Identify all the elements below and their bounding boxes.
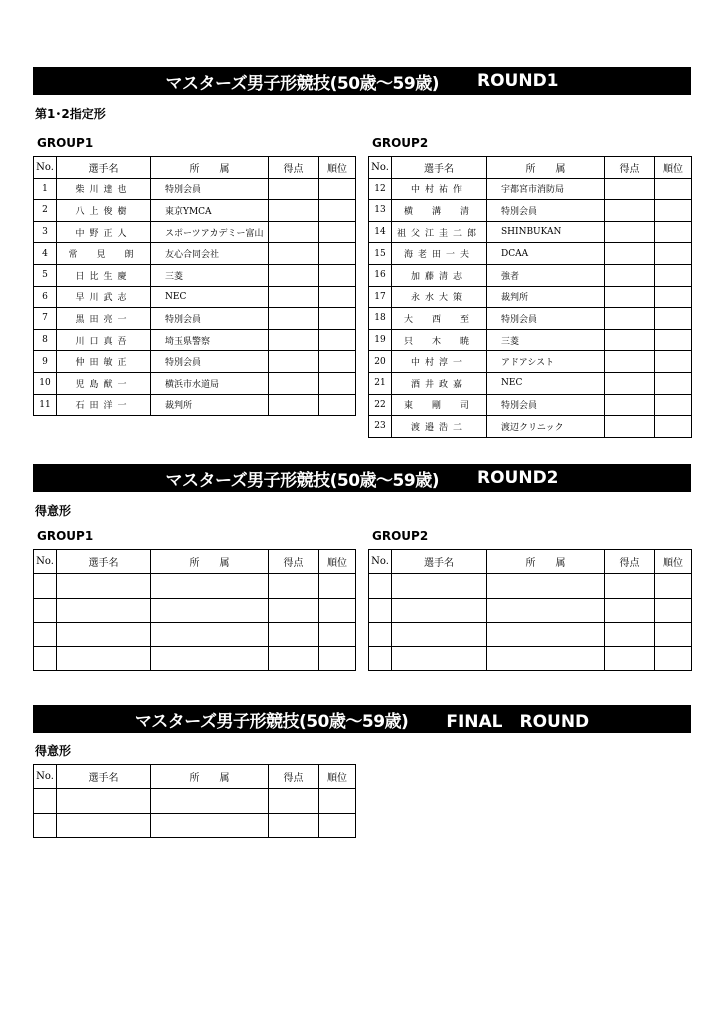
competitor-name: 祖父江圭二郎 [392, 221, 487, 243]
final-table [33, 764, 356, 838]
score-cell[interactable] [605, 394, 655, 416]
competitor-name: 柴川達也 [57, 178, 151, 200]
affiliation: NEC [487, 372, 605, 394]
rank-cell[interactable] [655, 243, 692, 265]
table-row [34, 647, 356, 671]
entry-number: 9 [34, 351, 57, 373]
competitor-name: 加藤清志 [392, 264, 487, 286]
blank-cell[interactable] [151, 647, 269, 671]
entry-number: 22 [369, 394, 392, 416]
score-cell[interactable] [605, 308, 655, 330]
table-row [34, 574, 356, 598]
affiliation: 埼玉県警察 [151, 329, 269, 351]
affiliation: 渡辺クリニック [487, 416, 605, 438]
blank-cell[interactable] [487, 647, 605, 671]
score-cell[interactable] [605, 243, 655, 265]
blank-cell[interactable] [392, 622, 487, 646]
blank-cell[interactable] [151, 789, 269, 813]
entry-number: 16 [369, 264, 392, 286]
entry-number: 4 [34, 243, 57, 265]
header-name: 選手名 [392, 550, 487, 574]
competitor-name: 仲田敏正 [57, 351, 151, 373]
blank-cell[interactable] [655, 598, 692, 622]
score-cell[interactable] [605, 286, 655, 308]
round1-group2-table [368, 156, 692, 438]
blank-cell[interactable] [34, 574, 57, 598]
rank-cell[interactable] [319, 286, 356, 308]
entry-number: 11 [34, 394, 57, 416]
entry-number: 3 [34, 221, 57, 243]
table-row [369, 329, 692, 351]
entry-number: 20 [369, 351, 392, 373]
header-affiliation: 所 属 [151, 765, 269, 789]
rank-cell[interactable] [655, 329, 692, 351]
score-cell[interactable] [269, 329, 319, 351]
competitor-name: 海老田一夫 [392, 243, 487, 265]
rank-cell[interactable] [319, 200, 356, 222]
header-no: No. [34, 550, 57, 574]
blank-cell[interactable] [57, 622, 151, 646]
round2-group1-table [33, 549, 356, 671]
entry-number: 10 [34, 372, 57, 394]
table-row [34, 622, 356, 646]
blank-cell[interactable] [605, 622, 655, 646]
table-row [34, 329, 356, 351]
table-row [34, 813, 356, 837]
affiliation: SHINBUKAN [487, 221, 605, 243]
table-row [369, 622, 692, 646]
round2-group2-label: GROUP2 [372, 529, 429, 543]
affiliation: DCAA [487, 243, 605, 265]
blank-cell[interactable] [487, 622, 605, 646]
score-cell[interactable] [605, 264, 655, 286]
table-row [34, 200, 356, 222]
blank-cell[interactable] [151, 622, 269, 646]
affiliation: 宇都宮市消防局 [487, 178, 605, 200]
rank-cell[interactable] [319, 329, 356, 351]
table-row [34, 286, 356, 308]
table-row [369, 647, 692, 671]
header-no: No. [34, 157, 57, 179]
competitor-name: 永水大策 [392, 286, 487, 308]
score-cell[interactable] [269, 178, 319, 200]
header-score: 得点 [269, 550, 319, 574]
entry-number: 19 [369, 329, 392, 351]
table-row [34, 372, 356, 394]
score-cell[interactable] [605, 221, 655, 243]
competitor-name: 常 見 朗 [57, 243, 151, 265]
blank-cell[interactable] [269, 647, 319, 671]
affiliation: 三菱 [487, 329, 605, 351]
rank-cell[interactable] [319, 221, 356, 243]
header-affiliation: 所 属 [487, 157, 605, 179]
score-cell[interactable] [269, 221, 319, 243]
affiliation: 三菱 [151, 264, 269, 286]
blank-cell[interactable] [57, 574, 151, 598]
round1-title: マスターズ男子形競技(50歳～59歳) [165, 73, 439, 94]
affiliation: スポーツアカデミー富山 [151, 221, 269, 243]
competitor-name: 日比生慶 [57, 264, 151, 286]
round2-group2-table [368, 549, 692, 671]
round1-group2-label: GROUP2 [372, 136, 429, 150]
affiliation: 裁判所 [151, 394, 269, 416]
competitor-name: 只 木 暁 [392, 329, 487, 351]
score-cell[interactable] [605, 178, 655, 200]
header-affiliation: 所 属 [487, 550, 605, 574]
table-row [34, 264, 356, 286]
score-cell[interactable] [269, 264, 319, 286]
header-no: No. [34, 765, 57, 789]
blank-cell[interactable] [269, 789, 319, 813]
round1-label: ROUND1 [477, 71, 559, 91]
final-title: マスターズ男子形競技(50歳～59歳) [134, 711, 409, 732]
header-rank: 順位 [319, 765, 356, 789]
score-cell[interactable] [269, 372, 319, 394]
competitor-name: 中野正人 [57, 221, 151, 243]
table-row [369, 416, 692, 438]
rank-cell[interactable] [319, 243, 356, 265]
table-row [369, 264, 692, 286]
rank-cell[interactable] [319, 308, 356, 330]
table-row [369, 372, 692, 394]
table-row [34, 394, 356, 416]
competitor-name: 早川武志 [57, 286, 151, 308]
blank-cell[interactable] [57, 789, 151, 813]
blank-cell[interactable] [34, 647, 57, 671]
affiliation: 特別会員 [151, 351, 269, 373]
round1-subtitle: 第1･2指定形 [35, 107, 106, 121]
blank-cell[interactable] [369, 574, 392, 598]
entry-number: 17 [369, 286, 392, 308]
affiliation: NEC [151, 286, 269, 308]
header-affiliation: 所 属 [151, 550, 269, 574]
blank-cell[interactable] [34, 789, 57, 813]
affiliation: 強者 [487, 264, 605, 286]
table-row [34, 178, 356, 200]
blank-cell[interactable] [319, 813, 356, 837]
blank-cell[interactable] [319, 647, 356, 671]
entry-number: 13 [369, 200, 392, 222]
competitor-name: 中村祐作 [392, 178, 487, 200]
rank-cell[interactable] [655, 308, 692, 330]
header-no: No. [369, 550, 392, 574]
entry-number: 8 [34, 329, 57, 351]
blank-cell[interactable] [269, 574, 319, 598]
blank-cell[interactable] [57, 598, 151, 622]
blank-cell[interactable] [269, 622, 319, 646]
entry-number: 14 [369, 221, 392, 243]
competitor-name: 八上俊樹 [57, 200, 151, 222]
competitor-name: 石田洋一 [57, 394, 151, 416]
competitor-name: 大 西 至 [392, 308, 487, 330]
blank-cell[interactable] [392, 647, 487, 671]
table-row [34, 351, 356, 373]
rank-cell[interactable] [655, 416, 692, 438]
entry-number: 21 [369, 372, 392, 394]
blank-cell[interactable] [34, 813, 57, 837]
round2-banner [33, 464, 691, 492]
blank-cell[interactable] [57, 813, 151, 837]
blank-cell[interactable] [269, 813, 319, 837]
rank-cell[interactable] [655, 372, 692, 394]
header-score: 得点 [605, 157, 655, 179]
competitor-name: 渡邉浩二 [392, 416, 487, 438]
round2-group1-label: GROUP1 [37, 529, 94, 543]
rank-cell[interactable] [319, 264, 356, 286]
entry-number: 2 [34, 200, 57, 222]
affiliation: アドアシスト [487, 351, 605, 373]
blank-cell[interactable] [369, 647, 392, 671]
affiliation: 特別会員 [151, 178, 269, 200]
score-cell[interactable] [605, 329, 655, 351]
affiliation: 東京YMCA [151, 200, 269, 222]
blank-cell[interactable] [392, 598, 487, 622]
header-rank: 順位 [319, 550, 356, 574]
table-row [369, 308, 692, 330]
affiliation: 特別会員 [487, 200, 605, 222]
blank-cell[interactable] [34, 622, 57, 646]
header-rank: 順位 [319, 157, 356, 179]
competitor-name: 中村淳一 [392, 351, 487, 373]
competitor-name: 横 溝 清 [392, 200, 487, 222]
round2-label: ROUND2 [477, 468, 559, 488]
competitor-name: 児島猷一 [57, 372, 151, 394]
table-row [369, 574, 692, 598]
blank-cell[interactable] [319, 789, 356, 813]
rank-cell[interactable] [319, 351, 356, 373]
table-row [34, 221, 356, 243]
final-subtitle: 得意形 [35, 744, 72, 758]
rank-cell[interactable] [655, 394, 692, 416]
affiliation: 特別会員 [151, 308, 269, 330]
header-no: No. [369, 157, 392, 179]
entry-number: 7 [34, 308, 57, 330]
header-affiliation: 所 属 [151, 157, 269, 179]
rank-cell[interactable] [655, 264, 692, 286]
rank-cell[interactable] [655, 351, 692, 373]
table-row [369, 221, 692, 243]
blank-cell[interactable] [369, 622, 392, 646]
entry-number: 1 [34, 178, 57, 200]
blank-cell[interactable] [369, 598, 392, 622]
table-row [369, 598, 692, 622]
final-label: FINAL ROUND [446, 711, 590, 732]
table-row [369, 243, 692, 265]
rank-cell[interactable] [319, 394, 356, 416]
blank-cell[interactable] [151, 813, 269, 837]
affiliation: 裁判所 [487, 286, 605, 308]
table-row [34, 243, 356, 265]
blank-cell[interactable] [269, 598, 319, 622]
header-rank: 順位 [655, 550, 692, 574]
score-cell[interactable] [605, 351, 655, 373]
score-cell[interactable] [269, 351, 319, 373]
competitor-name: 東 剛 司 [392, 394, 487, 416]
final-banner [33, 705, 691, 733]
header-name: 選手名 [57, 157, 151, 179]
header-score: 得点 [269, 157, 319, 179]
blank-cell[interactable] [34, 598, 57, 622]
round2-subtitle: 得意形 [35, 504, 72, 518]
score-cell[interactable] [269, 394, 319, 416]
blank-cell[interactable] [319, 622, 356, 646]
header-name: 選手名 [57, 765, 151, 789]
table-row [369, 200, 692, 222]
score-cell[interactable] [269, 200, 319, 222]
round2-title: マスターズ男子形競技(50歳～59歳) [165, 470, 439, 491]
header-score: 得点 [605, 550, 655, 574]
entry-number: 6 [34, 286, 57, 308]
table-row [369, 394, 692, 416]
blank-cell[interactable] [605, 574, 655, 598]
round1-banner [33, 67, 691, 95]
affiliation: 友心合同会社 [151, 243, 269, 265]
blank-cell[interactable] [487, 574, 605, 598]
blank-cell[interactable] [151, 574, 269, 598]
competitor-name: 黒田亮一 [57, 308, 151, 330]
entry-number: 23 [369, 416, 392, 438]
header-name: 選手名 [57, 550, 151, 574]
header-score: 得点 [269, 765, 319, 789]
score-cell[interactable] [605, 200, 655, 222]
blank-cell[interactable] [605, 647, 655, 671]
affiliation: 特別会員 [487, 394, 605, 416]
rank-cell[interactable] [655, 286, 692, 308]
blank-cell[interactable] [57, 647, 151, 671]
score-cell[interactable] [605, 416, 655, 438]
rank-cell[interactable] [655, 221, 692, 243]
rank-cell[interactable] [655, 178, 692, 200]
rank-cell[interactable] [319, 372, 356, 394]
blank-cell[interactable] [655, 647, 692, 671]
round1-group1-label: GROUP1 [37, 136, 94, 150]
blank-cell[interactable] [392, 574, 487, 598]
round1-group1-table [33, 156, 356, 416]
affiliation: 横浜市水道局 [151, 372, 269, 394]
score-cell[interactable] [269, 308, 319, 330]
competitor-name: 酒井政嘉 [392, 372, 487, 394]
table-row [369, 178, 692, 200]
blank-cell[interactable] [319, 598, 356, 622]
table-row [369, 286, 692, 308]
entry-number: 5 [34, 264, 57, 286]
table-row [34, 789, 356, 813]
score-cell[interactable] [605, 372, 655, 394]
entry-number: 12 [369, 178, 392, 200]
blank-cell[interactable] [487, 598, 605, 622]
table-row [34, 598, 356, 622]
table-row [369, 351, 692, 373]
affiliation: 特別会員 [487, 308, 605, 330]
competitor-name: 川口真吾 [57, 329, 151, 351]
header-rank: 順位 [655, 157, 692, 179]
table-row [34, 308, 356, 330]
rank-cell[interactable] [655, 200, 692, 222]
entry-number: 18 [369, 308, 392, 330]
header-name: 選手名 [392, 157, 487, 179]
rank-cell[interactable] [319, 178, 356, 200]
entry-number: 15 [369, 243, 392, 265]
score-cell[interactable] [269, 286, 319, 308]
blank-cell[interactable] [655, 622, 692, 646]
blank-cell[interactable] [151, 598, 269, 622]
score-cell[interactable] [269, 243, 319, 265]
blank-cell[interactable] [655, 574, 692, 598]
blank-cell[interactable] [605, 598, 655, 622]
blank-cell[interactable] [319, 574, 356, 598]
